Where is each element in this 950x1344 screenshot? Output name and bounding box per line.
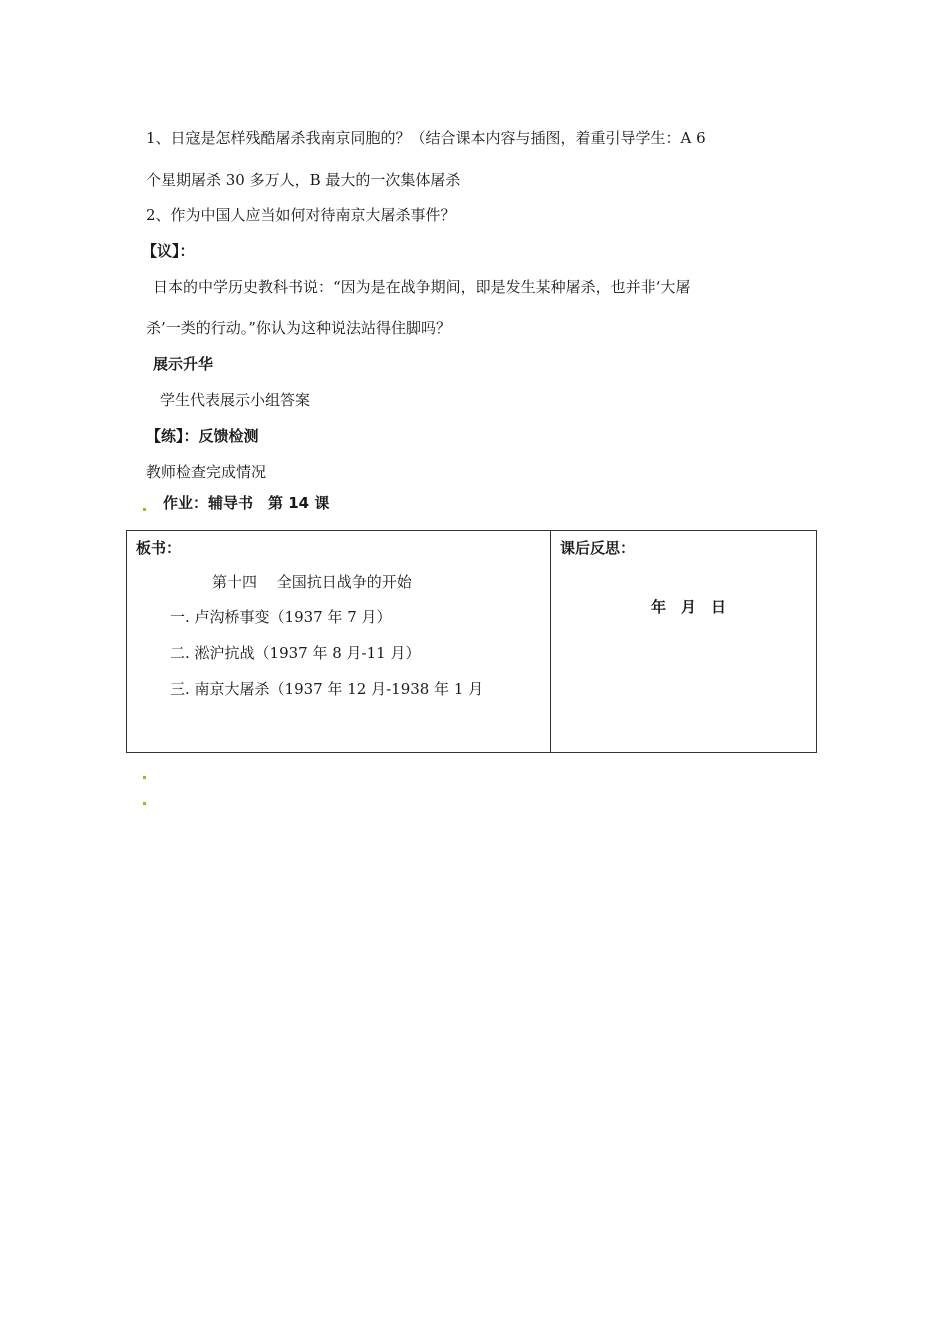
reflection-cell <box>551 531 817 753</box>
discussion-text-line-2: 杀’一类的行动。”你认为这种说法站得住脚吗？ <box>146 319 451 337</box>
showcase-heading: 展示升华 <box>153 355 214 373</box>
question-1-line-1: 1、日寇是怎样残酷屠杀我南京同胞的？（结合课本内容与插图，着重引导学生：A 6 <box>146 129 706 147</box>
board-writing-cell <box>127 531 551 753</box>
marker-dot <box>143 508 146 511</box>
practice-heading: 【练】：反馈检测 <box>146 427 259 445</box>
outline-item-1: 一. 卢沟桥事变（1937 年 7 月） <box>170 608 392 626</box>
date-field: 年 月 日 <box>651 598 727 616</box>
homework-line: 作业：辅导书 第 14 课 <box>163 494 330 512</box>
discussion-text-line-1: 日本的中学历史教科书说：“因为是在战争期间，即是发生某种屠杀，也并非‘大屠 <box>153 278 691 296</box>
outline-item-3: 三. 南京大屠杀（1937 年 12 月-1938 年 1 月 <box>170 680 484 698</box>
board-table <box>126 530 817 753</box>
outline-item-2: 二. 淞沪抗战（1937 年 8 月-11 月） <box>170 644 421 662</box>
question-2: 2、作为中国人应当如何对待南京大屠杀事件？ <box>146 206 456 224</box>
reflection-heading: 课后反思： <box>560 539 636 557</box>
showcase-text: 学生代表展示小组答案 <box>160 391 311 409</box>
discussion-heading: 【议】： <box>142 242 195 260</box>
board-writing-heading: 板书： <box>136 539 182 557</box>
lesson-title: 第十四 全国抗日战争的开始 <box>212 573 412 591</box>
practice-text: 教师检查完成情况 <box>146 463 267 481</box>
question-1-line-2: 个星期屠杀 30 多万人，B 最大的一次集体屠杀 <box>146 171 461 189</box>
marker-dot <box>143 802 146 805</box>
marker-dot <box>143 776 146 779</box>
